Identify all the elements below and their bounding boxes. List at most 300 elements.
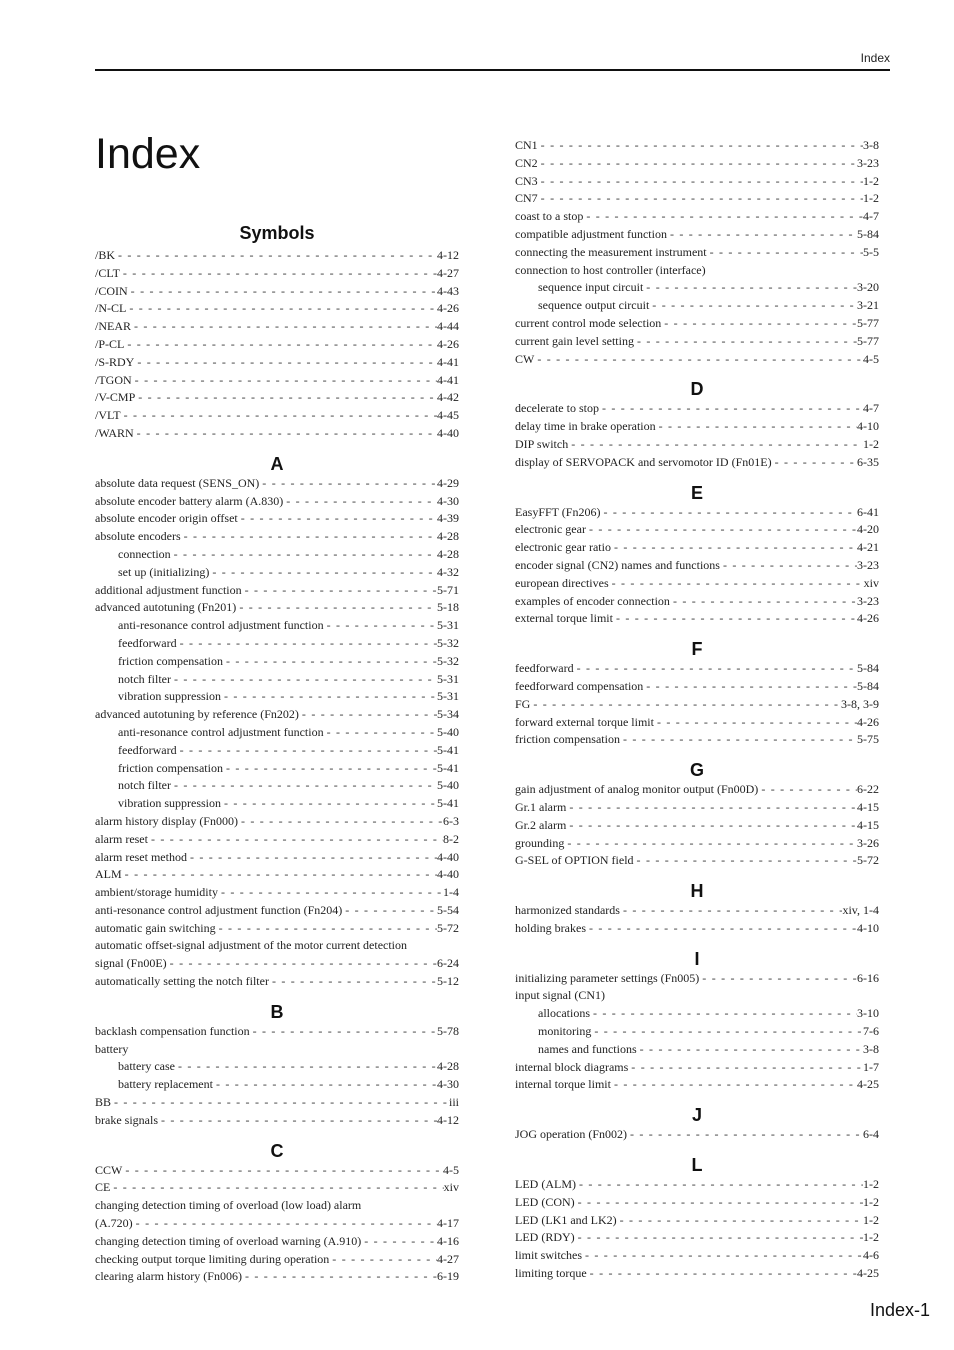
index-column-right	[515, 137, 879, 1283]
index-entry	[515, 1194, 879, 1212]
entry-term: signal (Fn00E)	[95, 956, 167, 971]
index-subentry	[95, 653, 459, 671]
entry-term: set up (initializing)	[118, 564, 210, 579]
index-entry	[515, 173, 879, 191]
entry-page-ref[interactable]: 3-10	[857, 1006, 879, 1021]
entry-term: display of SERVOPACK and servomotor ID (Fn01E)	[515, 454, 772, 469]
index-entry	[515, 835, 879, 853]
entry-term: absolute encoder battery alarm (A.830)	[95, 493, 284, 508]
index-entry	[515, 1076, 879, 1094]
entry-page-ref[interactable]: 5-41	[437, 796, 459, 811]
entry-page-ref[interactable]: 4-44	[437, 319, 459, 334]
entry-page-ref[interactable]: 4-21	[857, 540, 879, 555]
index-entry	[515, 1229, 879, 1247]
entry-page-ref[interactable]: 4-25	[857, 1266, 879, 1281]
entry-page-ref[interactable]: 5-40	[437, 724, 459, 739]
index-entry	[515, 521, 879, 539]
index-subentry	[95, 1058, 459, 1076]
index-entry	[95, 582, 459, 600]
section-heading-symbols: Symbols	[239, 223, 315, 243]
entry-page-ref[interactable]: 5-32	[437, 635, 459, 650]
dot-leader	[175, 1058, 437, 1076]
entry-page-ref[interactable]: 5-41	[437, 760, 459, 775]
index-subentry	[95, 617, 459, 635]
entry-term: absolute data request (SENS_ON)	[95, 475, 260, 490]
index-entry	[95, 884, 459, 902]
index-entry	[95, 318, 459, 336]
entry-page-ref[interactable]: 7-6	[863, 1024, 879, 1039]
entry-page-ref[interactable]: 6-19	[437, 1269, 459, 1284]
entry-term: european directives	[515, 575, 609, 590]
header-rule	[95, 69, 890, 71]
page-number: Index-1	[869, 1300, 930, 1320]
dot-leader	[177, 742, 437, 760]
index-entry	[95, 300, 459, 318]
entry-term: alarm reset	[95, 831, 148, 846]
entry-term: limiting torque	[515, 1266, 587, 1281]
entry-term: external torque limit	[515, 611, 613, 626]
entry-page-ref[interactable]: 5-40	[437, 778, 459, 793]
dot-leader	[609, 575, 864, 593]
entry-page-ref[interactable]: 3-23	[857, 593, 879, 608]
entry-page-ref[interactable]: 4-5	[863, 351, 879, 366]
section-heading-j: J	[691, 1105, 702, 1126]
entry-page-ref[interactable]: 5-84	[857, 661, 879, 676]
entry-term: friction compensation	[118, 760, 223, 775]
entry-page-ref[interactable]: 3-21	[857, 298, 879, 313]
index-entry	[515, 575, 879, 593]
entry-page-ref[interactable]: 3-8	[863, 1041, 879, 1056]
index-entry	[95, 1023, 459, 1041]
index-subentry	[515, 1041, 879, 1059]
entry-term: (A.720)	[95, 1216, 133, 1231]
entry-term: grounding	[515, 835, 565, 850]
entry-page-ref[interactable]: iii	[448, 1095, 459, 1110]
entry-term: current gain level setting	[515, 333, 634, 348]
dot-leader	[209, 564, 437, 582]
entry-page-ref[interactable]: 4-17	[437, 1216, 459, 1231]
index-entry	[515, 155, 879, 173]
entry-term: Gr.1 alarm	[515, 799, 567, 814]
entry-term: compatible adjustment function	[515, 226, 667, 241]
entry-page-ref[interactable]: xiv, 1-4	[842, 903, 879, 918]
dot-leader	[122, 866, 437, 884]
entry-page-ref[interactable]: 4-28	[437, 546, 459, 561]
entry-page-ref[interactable]: 4-26	[857, 714, 879, 729]
index-entry	[515, 920, 879, 938]
entry-term: sequence input circuit	[538, 280, 644, 295]
entry-page-ref[interactable]: 5-78	[437, 1023, 459, 1038]
entry-page-ref[interactable]: 4-26	[857, 611, 879, 626]
dot-leader	[110, 1179, 443, 1197]
dot-leader	[649, 297, 857, 315]
entry-page-ref[interactable]: 5-31	[437, 671, 459, 686]
entry-term: vibration suppression	[118, 689, 221, 704]
dot-leader	[538, 155, 857, 173]
entry-page-ref[interactable]: 4-10	[857, 419, 879, 434]
dot-leader	[181, 528, 437, 546]
entry-term: G-SEL of OPTION field	[515, 853, 634, 868]
entry-page-ref[interactable]: 4-41	[437, 372, 459, 387]
entry-page-ref[interactable]: 4-29	[437, 475, 459, 490]
dot-leader	[238, 510, 437, 528]
index-entry	[515, 1176, 879, 1194]
dot-leader	[128, 283, 437, 301]
index-entry	[95, 849, 459, 867]
dot-leader	[586, 521, 857, 539]
entry-page-ref[interactable]: 1-2	[863, 1177, 879, 1192]
entry-page-ref[interactable]: 4-28	[437, 1059, 459, 1074]
entry-page-ref[interactable]: 4-40	[437, 849, 459, 864]
index-subentry	[515, 1005, 879, 1023]
entry-page-ref[interactable]: 6-41	[857, 504, 879, 519]
entry-page-ref[interactable]: 4-15	[857, 799, 879, 814]
index-entry	[95, 407, 459, 425]
entry-page-ref[interactable]: 5-5	[863, 244, 879, 259]
entry-page-ref[interactable]: 4-15	[857, 817, 879, 832]
entry-term: additional adjustment function	[95, 582, 242, 597]
entry-term: allocations	[538, 1006, 590, 1021]
entry-page-ref[interactable]: 5-71	[437, 582, 459, 597]
dot-leader	[566, 799, 857, 817]
entry-term: clearing alarm history (Fn006)	[95, 1269, 242, 1284]
dot-leader	[661, 315, 857, 333]
dot-leader	[534, 351, 863, 369]
index-entry	[95, 866, 459, 884]
entry-page-ref[interactable]: 4-30	[437, 493, 459, 508]
entry-page-ref[interactable]: 6-3	[443, 813, 459, 828]
dot-leader	[574, 660, 857, 678]
entry-page-ref[interactable]: 6-22	[857, 782, 879, 797]
dot-leader	[158, 1112, 437, 1130]
entry-page-ref[interactable]: 5-32	[437, 653, 459, 668]
entry-page-ref[interactable]: 4-32	[437, 564, 459, 579]
dot-leader	[218, 884, 443, 902]
dot-leader	[538, 137, 863, 155]
dot-leader	[269, 973, 437, 991]
entry-term: /P-CL	[95, 336, 125, 351]
dot-leader	[132, 372, 437, 390]
dot-leader	[221, 688, 437, 706]
entry-page-ref[interactable]: 1-2	[863, 436, 879, 451]
entry-term: sequence output circuit	[538, 298, 650, 313]
dot-leader	[148, 831, 443, 849]
index-entry	[95, 599, 459, 617]
index-entry	[95, 425, 459, 443]
entry-page-ref[interactable]: 4-27	[437, 1251, 459, 1266]
dot-leader	[538, 190, 863, 208]
entry-term: changing detection timing of overload warning (A.910)	[95, 1233, 362, 1248]
entry-page-ref[interactable]: 5-72	[857, 853, 879, 868]
index-entry	[95, 813, 459, 831]
dot-leader	[599, 400, 863, 418]
index-column-left	[95, 220, 459, 1286]
index-entry	[95, 831, 459, 849]
section-heading-h: H	[690, 881, 704, 902]
entry-term: alarm reset method	[95, 849, 187, 864]
entry-page-ref[interactable]: 8-2	[443, 831, 459, 846]
dot-leader	[634, 333, 857, 351]
entry-page-ref[interactable]: 4-40	[437, 425, 459, 440]
entry-term: delay time in brake operation	[515, 419, 656, 434]
entry-term: holding brakes	[515, 920, 586, 935]
dot-leader	[135, 389, 437, 407]
entry-term: feedforward	[118, 742, 177, 757]
dot-leader	[587, 1265, 857, 1283]
dot-leader	[758, 781, 857, 799]
entry-page-ref[interactable]: 5-77	[857, 333, 879, 348]
dot-leader	[586, 920, 857, 938]
entry-page-ref[interactable]: 3-20	[857, 280, 879, 295]
dot-leader	[620, 902, 842, 920]
dot-leader	[361, 1233, 437, 1251]
entry-page-ref[interactable]: 5-54	[437, 902, 459, 917]
dot-leader	[617, 1212, 863, 1230]
entry-page-ref[interactable]: 5-34	[437, 707, 459, 722]
entry-page-ref[interactable]: 3-23	[857, 557, 879, 572]
entry-term: /TGON	[95, 372, 132, 387]
dot-leader	[566, 817, 857, 835]
entry-term: /S-RDY	[95, 354, 135, 369]
index-entry	[95, 1162, 459, 1180]
entry-term: anti-resonance control adjustment function	[118, 618, 324, 633]
index-entry	[515, 137, 879, 155]
entry-page-ref[interactable]: 4-27	[437, 265, 459, 280]
dot-leader	[126, 300, 437, 318]
index-entry	[95, 510, 459, 528]
entry-page-ref[interactable]: 4-25	[857, 1077, 879, 1092]
dot-leader	[590, 1005, 857, 1023]
index-subentry	[95, 724, 459, 742]
dot-leader	[122, 1162, 443, 1180]
entry-page-ref[interactable]: 5-31	[437, 689, 459, 704]
entry-page-ref[interactable]: 4-12	[437, 1112, 459, 1127]
index-subentry	[95, 777, 459, 795]
entry-page-ref[interactable]: 5-84	[857, 226, 879, 241]
entry-page-ref[interactable]: 4-28	[437, 529, 459, 544]
index-subentry	[95, 546, 459, 564]
entry-page-ref[interactable]: 4-6	[863, 1248, 879, 1263]
entry-page-ref[interactable]: 4-30	[437, 1077, 459, 1092]
entry-term: battery case	[118, 1059, 175, 1074]
dot-leader	[600, 504, 857, 522]
entry-term: CN3	[515, 173, 538, 188]
index-subentry	[95, 688, 459, 706]
entry-page-ref[interactable]: 1-2	[863, 1230, 879, 1245]
index-entry	[95, 1215, 459, 1233]
entry-term: absolute encoder origin offset	[95, 511, 238, 526]
entry-term: feedforward	[515, 661, 574, 676]
dot-leader	[643, 678, 857, 696]
dot-leader	[236, 599, 437, 617]
index-entry	[95, 1112, 459, 1130]
entry-page-ref[interactable]: 6-24	[437, 956, 459, 971]
dot-leader	[133, 1215, 437, 1233]
entry-page-ref[interactable]: 4-7	[863, 209, 879, 224]
entry-term: DIP switch	[515, 436, 569, 451]
entry-page-ref[interactable]: 4-41	[437, 354, 459, 369]
entry-page-ref[interactable]: 1-2	[863, 173, 879, 188]
entry-page-ref[interactable]: 4-43	[437, 283, 459, 298]
entry-term: vibration suppression	[118, 796, 221, 811]
entry-page-ref[interactable]: xiv	[443, 1180, 459, 1195]
entry-term: feedforward compensation	[515, 678, 644, 693]
dot-leader	[216, 920, 437, 938]
entry-page-ref[interactable]: 5-72	[437, 920, 459, 935]
entry-page-ref[interactable]: 4-5	[443, 1162, 459, 1177]
entry-page-ref[interactable]: 4-42	[437, 390, 459, 405]
index-entry	[95, 1094, 459, 1112]
dot-leader	[131, 318, 437, 336]
dot-leader	[259, 475, 437, 493]
index-entry	[515, 696, 879, 714]
dot-leader	[772, 454, 857, 472]
entry-page-ref[interactable]: 6-4	[863, 1127, 879, 1142]
entry-page-ref[interactable]: 1-7	[863, 1059, 879, 1074]
index-entry	[95, 336, 459, 354]
entry-page-ref[interactable]: 1-2	[863, 191, 879, 206]
entry-page-ref[interactable]: 5-18	[437, 600, 459, 615]
dot-leader	[171, 777, 437, 795]
index-subentry	[95, 671, 459, 689]
entry-page-ref[interactable]: 4-20	[857, 522, 879, 537]
entry-term: /CLT	[95, 265, 120, 280]
section-heading-g: G	[689, 760, 704, 781]
dot-leader	[568, 436, 863, 454]
dot-leader	[324, 617, 437, 635]
index-entry	[95, 973, 459, 991]
dot-leader	[591, 1023, 863, 1041]
index-entry	[515, 660, 879, 678]
entry-page-ref[interactable]: 4-39	[437, 511, 459, 526]
entry-term: anti-resonance control adjustment function (Fn204)	[95, 902, 343, 917]
entry-page-ref[interactable]: 5-12	[437, 974, 459, 989]
entry-term: initializing parameter settings (Fn005)	[515, 970, 700, 985]
entry-term: harmonized standards	[515, 903, 620, 918]
entry-term: names and functions	[538, 1041, 637, 1056]
dot-leader	[324, 724, 437, 742]
dot-leader	[177, 635, 437, 653]
dot-leader	[643, 279, 857, 297]
entry-term: CN1	[515, 138, 538, 152]
index-entry	[515, 539, 879, 557]
dot-leader	[221, 795, 437, 813]
index-entry	[95, 955, 459, 973]
index-entry	[515, 1265, 879, 1283]
entry-term: LED (CON)	[515, 1194, 575, 1209]
section-heading-f: F	[691, 639, 703, 660]
entry-term: friction compensation	[515, 732, 620, 747]
dot-leader	[707, 244, 863, 262]
entry-page-ref[interactable]: 5-75	[857, 732, 879, 747]
dot-leader	[582, 1247, 863, 1265]
entry-page-ref[interactable]: 6-16	[857, 970, 879, 985]
index-entry	[95, 265, 459, 283]
dot-leader	[134, 425, 437, 443]
dot-leader	[187, 849, 437, 867]
entry-page-ref[interactable]: 4-26	[437, 301, 459, 316]
index-entry	[515, 418, 879, 436]
entry-term: CW	[515, 351, 535, 366]
entry-page-ref[interactable]: 5-41	[437, 742, 459, 757]
section-heading-i: I	[694, 948, 700, 969]
dot-leader	[329, 1251, 437, 1269]
entry-term: JOG operation (Fn002)	[515, 1127, 627, 1142]
entry-term: /VLT	[95, 408, 121, 423]
section-heading-b: B	[270, 1001, 284, 1022]
dot-leader	[564, 835, 857, 853]
index-entry	[515, 970, 879, 988]
index-subentry	[515, 1023, 879, 1041]
entry-page-ref[interactable]: 3-8, 3-9	[841, 696, 879, 711]
entry-term: feedforward	[118, 635, 177, 650]
index-subentry	[95, 760, 459, 778]
entry-term: backlash compensation function	[95, 1023, 250, 1038]
entry-page-ref[interactable]: 4-40	[437, 867, 459, 882]
entry-page-ref[interactable]: 4-12	[437, 248, 459, 262]
dot-leader	[670, 593, 857, 611]
dot-leader	[667, 226, 857, 244]
entry-page-ref[interactable]: 4-10	[857, 920, 879, 935]
entry-page-ref[interactable]: xiv	[863, 575, 879, 590]
entry-page-ref[interactable]: 5-84	[857, 678, 879, 693]
entry-term: LED (LK1 and LK2)	[515, 1212, 617, 1227]
entry-page-ref[interactable]: 1-4	[443, 885, 459, 900]
index-entry	[95, 1179, 459, 1197]
entry-page-ref[interactable]: 4-16	[437, 1233, 459, 1248]
entry-page-ref[interactable]: 3-26	[857, 835, 879, 850]
entry-page-ref[interactable]: 3-8	[863, 138, 879, 152]
dot-leader	[576, 1176, 863, 1194]
entry-term: LED (RDY)	[515, 1230, 575, 1245]
entry-term: advanced autotuning by reference (Fn202)	[95, 707, 299, 722]
index-entry	[515, 593, 879, 611]
index-entry	[515, 852, 879, 870]
entry-page-ref[interactable]: 6-35	[857, 454, 879, 469]
entry-page-ref[interactable]: 1-2	[863, 1194, 879, 1209]
entry-page-ref[interactable]: 4-45	[437, 408, 459, 423]
entry-page-ref[interactable]: 1-2	[863, 1212, 879, 1227]
dot-leader	[115, 247, 437, 265]
dot-leader	[134, 354, 437, 372]
dot-leader	[121, 407, 437, 425]
index-entry	[95, 354, 459, 372]
dot-leader	[611, 539, 857, 557]
index-entry	[95, 372, 459, 390]
entry-term: automatically setting the notch filter	[95, 974, 269, 989]
dot-leader	[342, 902, 437, 920]
dot-leader	[530, 696, 841, 714]
entry-page-ref[interactable]: 5-31	[437, 618, 459, 633]
entry-term: internal block diagrams	[515, 1059, 629, 1074]
entry-page-ref[interactable]: 5-77	[857, 315, 879, 330]
entry-page-ref[interactable]: 3-23	[857, 155, 879, 170]
dot-leader	[611, 1076, 857, 1094]
index-entry	[95, 1233, 459, 1251]
entry-page-ref[interactable]: 4-7	[863, 401, 879, 416]
index-entry	[95, 528, 459, 546]
index-subentry	[515, 297, 879, 315]
dot-leader	[613, 610, 857, 628]
index-entry	[515, 400, 879, 418]
entry-term: LED (ALM)	[515, 1177, 576, 1192]
entry-page-ref[interactable]: 4-26	[437, 336, 459, 351]
entry-term: CN2	[515, 155, 538, 170]
entry-term: gain adjustment of analog monitor output (Fn00D)	[515, 782, 759, 797]
entry-term: coast to a stop	[515, 209, 584, 224]
index-entry	[95, 247, 459, 265]
dot-leader	[213, 1076, 437, 1094]
